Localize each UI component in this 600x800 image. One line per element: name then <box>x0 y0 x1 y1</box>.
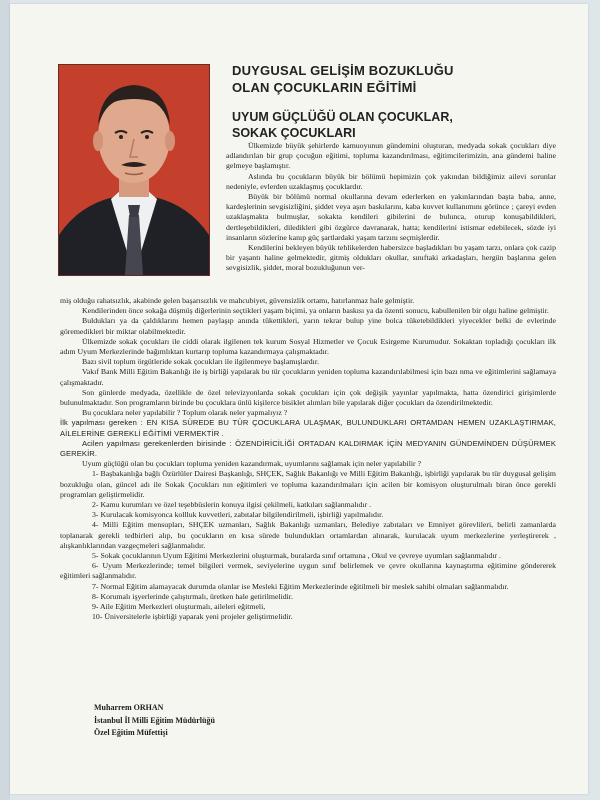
list-item: 3- Kurulacak komisyonca kollluk kuvvetleri, zabıtalar bilgilendirilmeli, işbirliği yapılmalıdır. <box>92 510 384 520</box>
author-signature <box>94 702 344 740</box>
body-paragraph: miş olduğu rahatsızlık, akabinde gelen başarısızlık ve mahcubiyet, güvensizlik ortamı, hatırlanmaz hale gelmiştir. <box>60 296 415 305</box>
subtitle-line-2: SOKAK ÇOCUKLARI <box>232 126 356 140</box>
list-item: 10- Üniversitelerle işbirliği yaparak yeni projeler geliştirmelidir. <box>92 612 293 622</box>
article-body <box>60 296 556 623</box>
subtitle <box>232 109 552 141</box>
urgent-priority-statement: Acilen yapılması gerekenlerden birisinde : ÖZENDİRİCİLİĞİ ORTADAN KALDIRMAK İÇİN MEDYANIN GÜNDEMİNDEN DÜŞÜRMEK GEREKİR. <box>60 438 556 459</box>
list-item: 8- Korumalı işyerlerinde çalıştırmalı, üretken hale getirilmelidir. <box>92 591 293 601</box>
author-portrait <box>58 64 210 276</box>
intro-paragraph: Kendilerini bekleyen büyük tehlikelerden habersizce başladıkları bu yaşam tarzı, onlara çok cazip bir yaşantı haline gelmektedir, gitmiş oldukları okullar, sınıftaki arkadaşları, hergün başlarına gelen sevgisizlik, şiddet, moral bozukluğunun ver- <box>226 243 556 273</box>
body-paragraph: Kendilerinden önce sokağa düşmüş diğerlerinin seçtikleri yaşam biçimi, ya onların baskısı ya da özenti sonucu, kabullenilen bir olgu haline gelmiştir. <box>82 306 549 316</box>
solutions-question: Uyum güçlüğü olan bu çocukları topluma yeniden kazandırmak, uyumlarını sağlamak için neler yapılabilir ? <box>82 459 422 469</box>
question-line: Bu çocuklara neler yapılabilir ? Toplum olarak neler yapmalıyız ? <box>82 408 288 418</box>
author-institution: İstanbul İl Milli Eğitim Müdürlüğü <box>94 715 215 725</box>
list-item: 7- Normal Eğitim alamayacak durumda olanlar ise Mesleki Eğitim Merkezlerinde eğitilmeli bir meslek sahibi olmaları sağlanmalıdır. <box>92 581 509 591</box>
scan-edge <box>0 0 10 800</box>
list-item: 2- Kamu kurumları ve özel teşebbüslerin konuya ilgisi çekilmeli, katkıları sağlanmalıdır . <box>92 500 372 510</box>
intro-paragraph: Aslında bu çocukların büyük bir bölümü hepimizin çok yakından bildiğimiz ailevi sorunlar nedeniyle, evlerden uzaklaşmış çocuklardır. <box>226 171 556 191</box>
first-priority-statement: İlk yapılması gereken : EN KISA SÜREDE BU TÜR ÇOCUKLARA ULAŞMAK, BULUNDUKLARI ORTAMDAN HEMEN UZAKLAŞTIRMAK, AİLELERİNE GEREKLİ EĞİTİMİ VERMEKTİR . <box>60 418 556 438</box>
body-paragraph: Ülkemizde sokak çocukları ile ciddi olarak ilgilenen tek kurum Sosyal Hizmetler ve Çocuk Esirgeme Kurumudur. Sokaktan topladığı çocukları ilk adım Uyum Merkezlerinde bağımlıktan kurtarıp topluma kazandırmaya çalışmaktadır. <box>60 336 556 357</box>
main-title-line-2: OLAN ÇOCUKLARIN EĞİTİMİ <box>232 80 417 95</box>
main-title-line-1: DUYGUSAL GELİŞİM BOZUKLUĞU <box>232 63 454 78</box>
main-title <box>232 62 552 96</box>
list-item: 6- Uyum Merkezlerinde; temel bilgileri vermek, seviyelerine uygun sınıf belirlemek ve çevre okullarına kaynaştırma eğitimine göndererek eğitimleri sağlanmalıdır. <box>60 561 556 581</box>
list-item: 9- Aile Eğitim Merkezleri oluşturmalı, aileleri eğitmeli, <box>92 602 266 612</box>
subtitle-line-1: UYUM GÜÇLÜĞÜ OLAN ÇOCUKLAR, <box>232 110 453 124</box>
body-paragraph: Vakıf Bank Milli Eğitim Bakanlığı ile iş birliği yapılarak bu tür çocukların yeniden topluma kazandırılabilmesi için bazı nma ve eğitimlerini sağlamaya çalışmaktadır. <box>60 367 556 387</box>
body-paragraph: Bazı sivil toplum örgütleride sokak çocukları ile ilgilenmeye başlamışlardır. <box>82 357 319 367</box>
body-paragraph: Son günlerde medyada, özellikle de özel televizyonlarda sokak çocukları için çok değişik yayınlar yapılmakta, hatta özendirici girişimlerde bulunulmaktadır. Son programların birinde bu çocuklara ünlü kişilerce bisiklet alımları bile yapılarak diğer çocukları da özendirilmektedir. <box>60 387 556 408</box>
body-paragraph: Buldukları ya da çaldıklarını hemen paylaşıp anında tükettikleri, yarın tekrar bulup yine bolca tüketebildikleri yiyecekler belki de evlerinde göremedikleri bir miktar olabilmektedir. <box>60 316 556 336</box>
list-item: 1- Başbakanlığa bağlı Özürlüler Dairesi Başkanlığı, SHÇEK, Sağlık Bakanlığı ve Milli Eğitim Bakanlığı, işbirliği yapılarak bu tür duygusal gelişim bozukluğu olan, güncel adı ile Sokak Çocukları nın eğitimleri ve topluma kazandırılmaları için acilen bir komisyon oluşturulmalı biran önce gerekli programları geliştirmelidir. <box>60 469 556 499</box>
author-name: Muharrem ORHAN <box>94 703 164 712</box>
list-item: 4- Milli Eğitim mensupları, SHÇEK uzmanları, Sağlık Bakanlığı uzmanları, Belediye zabıtaları ve Emniyet görevlileri, belirli zamanlarda toplanarak gerekli tedbirleri alıp, bu çocukların en kısa sürede bulundukları ortamlardan alınarak, kurulacak uyum merkezlerine yerleştirerek , alışkanlıklarından vazgeçmeleri sağlanmalıdır. <box>60 520 556 550</box>
intro-paragraph: Büyük bir bölümü normal okullarına devam ederlerken en yakınlarından başta baba, anne, kardeşlerinin sevgisizliğini, şiddet veya aşırı baskılarını, kaba kuvvet kullanımını görünce ; çareyi evden uzaklaşmakta bulmuşlar, sokakta kendileri gibilerini de bulunca, oturup konuşabildikleri, dertleşebildikleri, diledikleri gibi özgürce davranarak, hatta; kendilerini istismar edebilecek, sözde iyi insanların sözlerine kanıp güç şartlardaki yaşam tarzını seçmişlerdir. <box>226 192 556 242</box>
intro-paragraph: Ülkemizde büyük şehirlerde kamuoyunun gündemini oluşturan, medyada sokak çocukları diye adlandırılan bir grup çocuğun eğitimi, topluma kazandırılması, eğitimcilerimizin, ana gündemi haline gelmeye başlamıştır. <box>226 141 556 171</box>
article-intro <box>226 141 556 274</box>
list-item: 5- Sokak çocuklarının Uyum Eğitimi Merkezlerini oluşturmak, buralarda sınıf ortamına , Okul ve çevreye uyumları sağlanmalıdır . <box>92 551 502 561</box>
author-title: Özel Eğitim Müfettişi <box>94 728 168 737</box>
